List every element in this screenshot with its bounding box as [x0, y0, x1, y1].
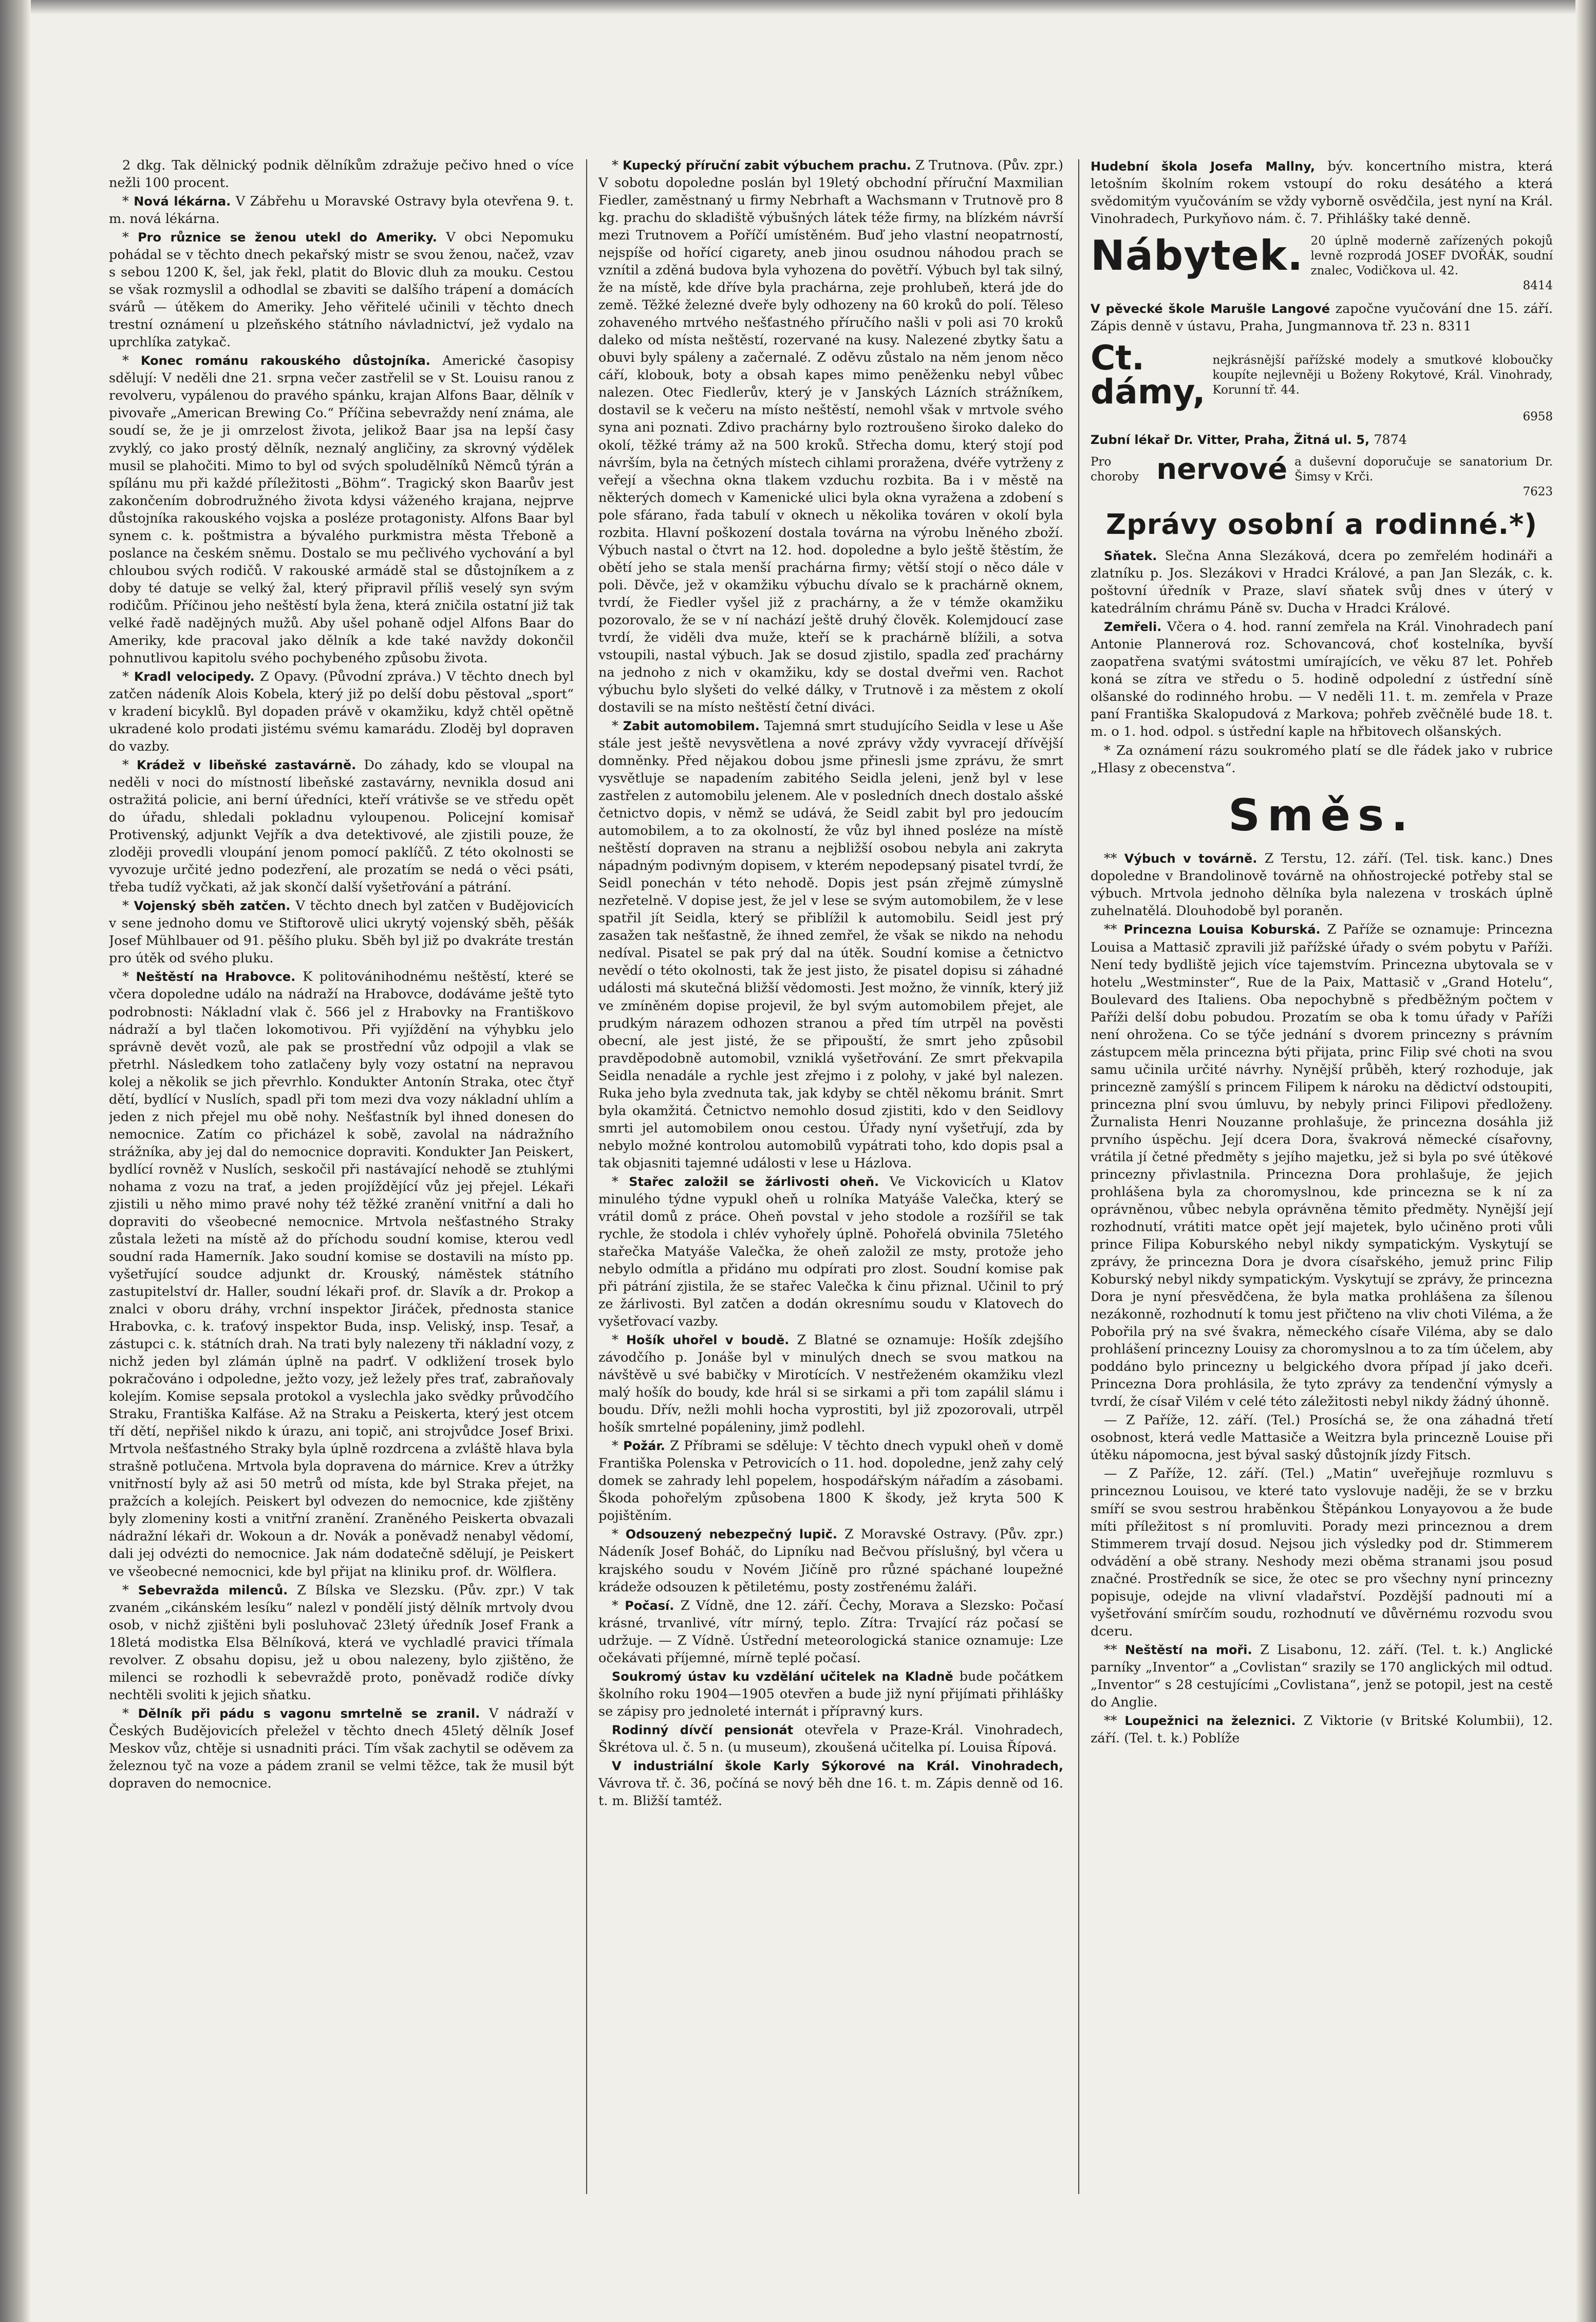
notice-text: Vávrova tř. č. 36, počíná se nový běh dne 16. t. m. Zápis denně od 16. t. m. Bližší tamtéž. [598, 1775, 1063, 1809]
advertisement [1091, 431, 1553, 449]
article-text: 2 dkg. Tak dělnický podnik dělníkům zdražuje pečivo hned o více nežli 100 procent. [109, 158, 574, 191]
article-text: — Z Paříže, 12. září. (Tel.) „Matin“ uveřejňuje rozmluvu s princeznou Louisou, ve které tato vyslovuje naději, že se v brzku smíří se svou sestrou hraběnkou Štěpánkou Lonyayovou a že bude míti příležitost s ní promluviti. Porady mezi princeznou a drem Stimmerem trvají dosud. Nejsou jich výsledky pod dr. Stimmerem odvádění a obě strany. Neshody mezi oběma stranami jsou posud značné. Prostředník se sice, že otec se pro všechny nyní princezny popisuje, odejde na vlivní vladařství. Pozdější padnouti mí a vyšetřování smírčím soudu, rozhodnutí ve důvěrnému rozvodu svou dceru. [1091, 1466, 1553, 1639]
article-text: Z Viktorie (v Britské Kolumbii), 12. září. (Tel. t. k.) Poblíže [1091, 1713, 1553, 1746]
column-right [1091, 157, 1553, 2253]
footnote-text: * Za oznámení rázu soukromého platí se dle řádek jako v rubrice „Hlasy z obecenstva“. [1091, 742, 1553, 776]
article: * Zabit automobilem. Tajemná smrt studujícího Seidla v lese u Aše stále jest ještě nevysvětlena a nové zprávy vždy vyvracejí dřívější domněnky. Před nějakou dobou jsme přinesli jsme zprávu, že smrt vysvětluje se napadením zabitého Seidla jeleni, jenž byl v lese zastřelen z automobilu jelenem. Ale v posledních dnech dostalo ašské četnictvo dopis, v němž se udává, že Seidl zabit byl pro jedoucím automobilem, a to za okolností, že vůz byl ihned posléze na místě neštěstí dopraven na stranu a nejbližší osobou nebyla ani zakryta nápadným podivným dopisem, v kterém nepodepsaný pisatel tvrdí, že Seidl ponechán v této nehodě. Dopis jest psán zřejmě zúmyslně nezřetelně. V dopise jest, že jel v lese se svým automobilem, že v lese spatřil jít Seidla, který se přiblížil k automobilu. Seidl jest prý zasažen tak nešťastně, že ihned zemřel, že však se nikdo na nehodu nedíval. Pisatel se pak prý dal na útěk. Soudní komise a četnictvo nevědí o této okolnosti, tak že jest jisto, že pisatel dopisu si záhadné události má skutečná bližší vědomosti. Jest možno, že vinník, který již ve zmíněném dopise projevil, že byl svým automobilem přejet, ale prudkým nárazem odhozen stranou a před tím utrpěl na pověsti obecní, ale jest jisté, že se připouští, že smrt jeho způsobil pravděpodobně automobil, vzniklá vyšetřování. Ze smrt překvapila Seidla nenadále a rychle jest zřejmo i z polohy, v jaké byl nalezen. Ruka jeho byla zvednuta tak, jak kdyby se chtěl někomu bránit. Smrt byla okamžitá. Četnictvo nemohlo dosud zjistiti, kdo v den Seidlovy smrti jel automobilem onou cestou. Úřady nyní vyšetřují, zda by nebylo možné kontrolou automobilů vypátrati toho, kdo dopis psal a tak objasniti tajemné události v lese u Házlova. [598, 718, 1063, 1171]
article: ** Výbuch v továrně. Z Terstu, 12. září. (Tel. tisk. kanc.) Dnes dopoledne v Brandolinově továrně na ohňostrojecké potřeby stal se výbuch. Mrtvola jednoho dělníka byla nalezena v troskách úplně zuhelnatělá. Dlouhodobě byl poraněn. [1091, 851, 1553, 919]
column-rule [1078, 159, 1079, 2194]
article: * Vojenský sběh zatčen. V těchto dnech byl zatčen v Budějovicích v sene jednoho domu ve Stiftorově ulici ukrytý vojenský sběh, pěšák Josef Mühlbauer od 91. pěšího pluku. Sběh byl již po dvakráte trestán pro útěk od svého pluku. [109, 898, 574, 967]
ad-code: 6958 [1523, 410, 1553, 424]
article: * Krádež v libeňské zastavárně. Do záhady, kdo se vloupal na neděli v noci do místností libeňské zastavárny, nevnikla dosud ani ostražitá policie, ani berní úředníci, kteří vrátivše se ve středu opět do úřadu, shledali pokladnu vyloupenou. Policejní komisař Protivenský, adjunkt Vejřík a dva detektivové, ale zjistili pouze, že zloději provedli vloupání jenom pomocí paklíčů. Z této okolnosti se vyvozuje určité jedno podezření, ale prozatím se nedá o věci psáti, třeba tudíž vyčkati, až jak skončí další vyšetřování a pátrání. [109, 757, 574, 896]
article: ** Princezna Louisa Koburská. Z Paříže se oznamuje: Princezna Louisa a Mattasič zpravili již pařížské úřady o svém pobytu v Paříži. Není tedy bydliště jejich více tajemstvím. Princezna ubytovala se v hotelu „Westminster“, Rue de la Paix, Mattasič v „Grand Hotelu“, Boulevard des Italiens. Oba nepochybně s předběžným počtem v Paříži delší dobu pobudou. Prozatím se oba k tomu úřady v Paříži není ohrožena. Co se týče jednání s dvorem princezny s právním zástupcem měla princezna býti přijata, princ Filip své choti na svou samu učinila určité návrhy. Nynější průběh, který rozhoduje, jak princezně zamýšlí s princem Filipem k nároku na dědictví odstoupiti, princezna plní svou úmluvu, by nebyly princi Filipovi předloženy. Žurnalista Henri Nouzanne prohlašuje, že princezna dosáhla již prvního úspěchu. Její dcera Dora, švakrová německé císařovny, vrátila jí četné předměty s jejího majetku, jež si byla po své útěkové princezny přivlastnila. Princezna Dora prohlašuje, že jejich prohlášena byla za choromyslnou, kde princezna se k ní za oprávněnou, vůbec nebyla oprávněna těmito předměty. Nynější její rozhodnutí, vrátiti matce opět její majetek, bylo učiněno proti vůli prince Filipa Koburského nebyl nikdy sympatickým. Vyskytují se zprávy, že princezna Dora je dvora císařského, jemuž princ Filip Koburský nebyl nikdy sympatickým. Vyskytují se zprávy, že princezna Dora je nyní přesvědčena, že byla matka prohlášena za šílenou nezákonně, rozhodnutí k tomu jest přičteno na vliv choti Viléma, a že Pobořila prý na své švakra, německého císaře Viléma, aby se dalo prohlášení princezny Louisy za choromyslnou a to za tím účelem, aby poddáno bylo princezny u belgického dvora případ jí jako dceři. Princezna Dora prohlásila, že tyto zprávy za tendenční výmysly a tvrdí, že císař Vilém v celé této záležitosti nebyl nikdy žádný úhonně. [1091, 922, 1553, 1410]
article: * Konec románu rakouského důstojníka. Americké časopisy sdělují: V neděli dne 21. srpna večer zastřelil se v St. Louisu ranou z revolveru, vypálenou do pravého spánku, krajan Alfons Baar, dělník v pivovaře „American Brewing Co.“ Příčina sebevraždy není známa, ale soudí se, že je ji omrzelost života, jelikož Baar jsa na lepší časy zvyklý, co jako prostý dělník, neznalý angličiny, za skrovný výdělek musil se plahočiti. Mimo to byl od svých spoludělníků Němců týrán a spílánu mu při každé příležitosti „Böhm“. Tragický skon Baarův jest zakončením dobrodružného života kdysi váženého krajana, nejprve důstojníka rakouského vojska a posléze protagonisty. Alfons Baar byl synem c. k. poštmistra a bývalého purkmistra města Třeboně a poslance na českém sněmu. Dostalo se mu pečlivého vychování a byl chloubou svých rodičů. V rakouské armádě stal se důstojníkem a z doby té datuje se velký žal, který připravil příliš veselý syn svým rodičům. Příčinou jeho neštěstí byla žena, která zničila ostatní již tak velké řadě nadějných mužů. Aby ušel pohaně odjel Alfons Baar do Ameriky, kde pracoval jako dělník a kde také navždy dokončil pohnutlivou kapitolu svého pochybeného způsobu života. [109, 353, 574, 666]
article: ** Loupežnici na železnici. Z Viktorie (v Britské Kolumbii), 12. září. (Tel. t. k.) Poblíže [1091, 1713, 1553, 1746]
article-heading: Princezna Louisa Koburská. [1123, 922, 1321, 937]
ad-display-word: Nábytek. [1091, 232, 1304, 280]
article: * Stařec založil se žárlivosti oheň. Ve Vickovicích u Klatov minulého týdne vypukl oheň u rolníka Matyáše Valečka, který se vrátil domů z práce. Oheň povstal v jeho stodole a rozšířil se tak rychle, že stodola i chlév vyhořely úplně. Pohořelá obvinila 75letého stařečka Matyáše Valečka, že oheň založil ze msty, protože jeho nebylo odmítla a přidáno mu odpírati pro zlost. Soudní komise pak při pátrání zjistila, že se stařec Valečka k činu přiznal. Učinil to prý ze žárlivosti. Byl zatčen a dodán okresnímu soudu v Klatovech do vyšetřovací vazby. [598, 1174, 1063, 1330]
article-text: Z Paříže se oznamuje: Princezna Louisa a Mattasič zpravili již pařížské úřady o svém pobytu v Paříži. Není tedy bydliště jejich více tajemstvím. Princezna ubytovala se v hotelu „Westminster“, Rue de la Paix, Mattasič v „Grand Hotelu“, Boulevard des Italiens. Oba nepochybně s předběžným počtem v Paříži delší dobu pobudou. Prozatím se oba k tomu úřady v Paříži není ohrožena. Co se týče jednání s dvorem princezny s právním zástupcem měla princezna býti přijata, princ Filip své choti na svou samu učinila určité návrhy. Nynější průběh, který rozhoduje, jak princezně zamýšlí s princem Filipem k nároku na dědictví odstoupiti, princezna plní svou úmluvu, by nebyly princi Filipovi předloženy. Žurnalista Henri Nouzanne prohlašuje, že princezna dosáhla již prvního úspěchu. Její dcera Dora, švakrová německé císařovny, vrátila jí četné předměty s jejího majetku, jež si byla po své útěkové princezny přivlastnila. Princezna Dora prohlašuje, že jejich prohlášena byla za choromyslnou, kde princezna se k ní za oprávněnou, vůbec nebyla oprávněna těmito předměty. Nynější její rozhodnutí, vrátiti matce opět její majetek, bylo učiněno proti vůli prince Filipa Koburského nebyl nikdy sympatickým. Vyskytují se zprávy, že princezna Dora je dvora císařského, jemuž princ Filip Koburský nebyl nikdy sympatickým. Vyskytují se zprávy, že princezna Dora je nyní přesvědčena, že byla matka prohlášena za šílenou nezákonně, rozhodnutí k tomu jest přičteno na vliv choti Viléma, a že Pobořila prý na své švakra, německého císaře Viléma, aby se dalo prohlášení princezny Louisy za choromyslnou a to za tím účelem, aby poddáno bylo princezny u belgického dvora případ jí jako dceři. Princezna Dora prohlásila, že tyto zprávy za tendenční výmysly a tvrdí, že císař Vilém v celé této záležitosti nebyl nikdy žádný úhonně. [1091, 922, 1553, 1410]
article-heading: Nová lékárna. [134, 194, 231, 209]
article: * Nová lékárna. V Zábřehu u Moravské Ostravy byla otevřena 9. t. m. nová lékárna. [109, 194, 574, 227]
article: ** Neštěstí na moři. Z Lisabonu, 12. září. (Tel. t. k.) Anglické parníky „Inventor“ a „Covlistan“ srazily se 170 anglických mil odtud. „Inventor“ s 28 cestujícími „Covlistana“, jenž se potopil, jest na cestě do Anglie. [1091, 1642, 1553, 1710]
article-text: Z Opavy. (Původní zpráva.) V těchto dnech byl zatčen nádeník Alois Kobela, který již po delší dobu pěstoval „sport“ v kradení bicyklů. Byl dopaden právě v okamžiku, když chtěl opětně ukradené kolo prodati jistému svému kamarádu. Zloděj byl dopraven do vazby. [109, 668, 574, 755]
article-text: Z Trutnova. (Pův. zpr.) V sobotu dopoledne poslán byl 19letý obchodní příruční Maxmilian Fiedler, zaměstnaný u firmy Nebrhaft a Wachsmann v Trutnově pro 8 kg. prachu do skladiště výbušných látek téže firmy, na blízkém návrší mezi Trutnovem a Poříčí umístěném. Buď jeho vlastní neopatrností, nejspíše od hořící cigarety, aneb jinou osudnou náhodou prach se vznítil a zděná budova byla vyhozena do povětří. Výbuch byl tak silný, že na místě, kde dříve byla prachárna, zeje prohlubeň, která jde do země. Těžké železné dveře byly odhozeny na 60 kroků do polí. Těleso zohaveného mrtvého nešťastného příručího našli v poli asi 70 kroků daleko od místa neštěstí, rozervané na kusy. Nalezené zbytky šatu a obuvi byly spáleny a začernalé. Z oděvu zůstalo na něm jenom něco cáří, klobouk, boty a obsah kapes mimo peněženku nebyl vůbec nalezen. Otec Fiedlerův, který je v Janských Lázních strážníkem, dostavil se k večeru na místo neštěstí, nemohl však v mrtvole svého syna ani poznati. Zdivo prachárny bylo roztroušeno široko daleko do okolí, těžké trámy až na 500 kroků. Střecha domu, který stojí pod návrším, byla na četných místech cihlami proražena, dvéře vytrženy z veřejí a všechna okna tlakem vzduchu rozbita. Ba i v městě na některých domech v Kamenické ulici byla okna vyražena a zdobení s pole sfárano, řada tabulí v oknech u několika továren v okolí byla rozbita. Hlavní poškození dostala továrna na výrobu lněného zboží. Výbuch nastal o čtvrt na 12. hod. dopoledne a bylo ještě štěstím, že obětí jeho se stala menší prachárna firmy; větší stojí o něco dále v poli. Děvče, jež v okamžiku výbuchu dívalo se k prachárně oknem, tvrdí, že Fiedler vyšel již z prachárny, a že v témže okamžiku pozorovalo, že se v ní nachází ještě druhý člověk. Kolemjdoucí zase tvrdí, že viděli dva muže, kteří se k prachárně blížili, a sotva vstoupili, nastal výbuch. Jak se dosud zjistilo, spadla zeď prachárny na jednoho z nich v okamžiku, kdy se dostal dveřmi ven. Rachot výbuchu bylo slyšeti do velké dálky, v Trutnově i za městem z okolí dostavili se na místo neštěstí četní diváci. [598, 158, 1063, 715]
ad-text: Pro choroby [1091, 455, 1139, 484]
article: * Sebevražda milenců. Z Bílska ve Slezsku. (Pův. zpr.) V tak zvaném „cikánském lesíku“ nalezl v pondělí jistý dělník mrtvoly dvou osob, v nichž zjištěni byli posluhovač 23letý úředník Josef Frank a 18letá modistka Elsa Bělníková, která ve vychladlé pravici třímala revolver. Z obsahu dopisu, jež u obou nalezeny, bylo zjištěno, že milenci se rozhodli k sebevraždě proto, poněvadž rodiče dívky nechtěli svoliti k jejich sňatku. [109, 1582, 574, 1703]
article-heading: Sebevražda milenců. [138, 1583, 288, 1597]
notice-text: bude počátkem školního roku 1904—1905 otevřen a bude již nyní přijímati přihlášky se zápisy pro jednoleté internát i přípravný kurs. [598, 1668, 1063, 1719]
notice-heading: V industriální škole Karly Sýkorové na Král. Vinohradech, [612, 1758, 1063, 1773]
column-rule [586, 159, 587, 2194]
section-title: Směs. [1228, 789, 1415, 841]
article-heading: Kradl velocipedy. [134, 669, 255, 684]
article: * Odsouzený nebezpečný lupič. Z Moravské Ostravy. (Pův. zpr.) Nádeník Josef Boháč, do Lipníku nad Bečvou příslušný, byl včera u krajského soudu v Novém Jičíně pro různé spáchané loupežné krádeže odsouzen k pětiletému, posty zostřenému žaláři. [598, 1527, 1063, 1595]
ad-code: 8414 [1523, 279, 1553, 293]
notice-text: otevřela v Praze-Král. Vinohradech, Škrétova ul. č. 5 n. (u museum), zkoušená učitelka pí. Louisa Řípová. [598, 1722, 1063, 1755]
ad-display-word: nervové [1156, 452, 1288, 486]
article-text: V Zábřehu u Moravské Ostravy byla otevřena 9. t. m. nová lékárna. [109, 194, 574, 227]
article-text: Do záhady, kdo se vloupal na neděli v noci do místností libeňské zastavárny, nevnikla dosud ani ostražitá policie, ani berní úředníci, kteří vrátivše se ve středu opět do úřadu, shledali pokladnu vyloupenou. Policejní komisař Protivenský, adjunkt Vejřík a dva detektivové, ale zjistili pouze, že zloději provedli vloupání jenom pomocí paklíčů. Z této okolnosti se vyvozuje určité jedno podezření, ale prozatím se nedá o věci psáti, třeba tudíž vyčkati, až jak skončí další vyšetřování a pátrání. [109, 757, 574, 896]
article-heading: Neštěstí na Hrabovce. [136, 970, 296, 984]
article: * Dělník při pádu s vagonu smrtelně se zranil. V nádraží v Českých Budějovicích přeležel v těchto dnech 45letý dělník Josef Meskov vůz, chtěje si usnadniti práci. Tím však zachytil se oděvem za železnou tyč na voze a pádem zranil se velmi těžce, tak že musil být dopraven do nemocnice. [109, 1705, 574, 1791]
article-text: Z Moravské Ostravy. (Pův. zpr.) Nádeník Josef Boháč, do Lipníku nad Bečvou příslušný, byl včera u krajského soudu v Novém Jičíně pro různé spáchané loupežné krádeže odsouzen k pětiletému, posty zostřenému žaláři. [598, 1527, 1063, 1595]
notice-heading: Zemřeli. [1104, 620, 1162, 635]
article-heading: Hošík uhořel v boudě. [626, 1333, 790, 1348]
article: * Neštěstí na Hrabovce. K politovánihodnému neštěstí, které se včera dopoledne událo na nádraží na Hrabovce, dodáváme ještě tyto podrobnosti: Nákladní vlak č. 566 jel z Hrabovky na Františkovo nádraží a byl tlačen lokomotivou. Při vyjíždění na výhybku jelo správně devět vozů, ale pak se prostřední vůz odpojil a vlak se přetrhl. Následkem toho zatlačeny byly vozy ostatní na nepravou kolej a několik se jich převrhlo. Kondukter Antonín Straka, otec čtyř dětí, bydlící v Nuslích, spadl při tom mezi dva vozy nákladní uhlím a jeden z nich přejel mu obě nohy. Nešťastník byl ihned donesen do nemocnice. Zatím co přicházel k sobě, zavolal na nádražního strážníka, aby jej dal do nemocnice dopraviti. Kondukter Jan Peiskert, bydlící rovněž v Nuslích, seskočil při nastávající nehodě se ztuhlými nohama z vozu na trať, a jeden projíždějící vůz jej přejel. Lékaři zjistili u něho mimo pravé nohy též těžké zranění vnitřní a dali ho dopraviti do všeobecné nemocnice. Mrtvola nešťastného Straky zůstala ležeti na místě až do příchodu soudní komise, kterou vedl soudní rada Hamerník. Jako soudní komise se dostavili na místo pp. vyšetřující soudce adjunkt dr. Krouský, náměstek státního zastupitelství dr. Haller, soudní lékaři prof. dr. Slavík a dr. Prokop a znalci v oboru dráhy, vrchní inspektor Jiráček, přednosta stanice Hrabovka, c. k. traťový inspektor Buda, insp. Veliský, insp. Tesař, a zástupci c. k. státních drah. Na trati byly nalezeny tři nákladní vozy, z nichž jeden byl zlámán úplně na padrť. V odkližení trosek bylo pokračováno i odpoledne, ježto vozy, jež ležely přes trať, zabraňovaly kolejím. Komise sepsala protokol a vyslechla jako svědky průvodčího Straku, Františka Kalfáse. Až na Straku a Peiskerta, který jest otcem tří dětí, nepřišel nikdo k úrazu, ani topič, ani strojvůdce Josef Brixi. Mrtvola nešťastného Straky byla úplně rozdrcena a zvláště hlava byla strašně potlučena. Mrtvola byla dopravena do márnice. Krev a útržky vnitřností byly až asi 50 metrů od místa, kde byl Straka přejet, na pražcích a kolejích. Peiskert byl odvezen do nemocnice, kde zjištěny byly zlomeniny kosti a vnitřní zranění. Zraněného Peiskerta obvazali nádražní lékaři dr. Wokoun a dr. Novák a poněvadž nenabyl vědomí, dali jej odvézti do nemocnice. Jak nám dodatečně sdělují, je Peiskert ve všeobecné nemocnici, kde byl přijat na kliniku prof. dr. Wölflera. [109, 969, 574, 1580]
notice-heading: Rodinný dívčí pensionát [612, 1722, 794, 1737]
article-text: Z Vídně, dne 12. září. Čechy, Morava a Slezsko: Počasí krásné, trvanlivé, vítr mírný, teplo. Zítra: Trvající ráz počasí se udržuje. — Z Vídně. Ústřední meteorologická stanice oznamuje: Lze očekávati příjemné, mírně teplé počasí. [598, 1597, 1063, 1666]
article: * Kupecký příruční zabit výbuchem prachu. Z Trutnova. (Pův. zpr.) V sobotu dopoledne poslán byl 19letý obchodní příruční Maxmilian Fiedler, zaměstnaný u firmy Nebrhaft a Wachsmann v Trutnově pro 8 kg. prachu do skladiště výbušných látek téže firmy, na blízkém návrší mezi Trutnovem a Poříčí umístěném. Buď jeho vlastní neopatrností, nejspíše od hořící cigarety, aneb jinou osudnou náhodou prach se vznítil a zděná budova byla vyhozena do povětří. Výbuch byl tak silný, že na místě, kde dříve byla prachárna, zeje prohlubeň, která jde do země. Těžké železné dveře byly odhozeny na 60 kroků do polí. Těleso zohaveného mrtvého nešťastného příručího našli v poli asi 70 kroků daleko od místa neštěstí, rozervané na kusy. Nalezené zbytky šatu a obuvi byly spáleny a začernalé. Z oděvu zůstalo na něm jenom něco cáří, klobouk, boty a obsah kapes mimo peněženku nebyl vůbec nalezen. Otec Fiedlerův, který je v Janských Lázních strážníkem, dostavil se k večeru na místo neštěstí, nemohl však v mrtvole svého syna ani poznati. Zdivo prachárny bylo roztroušeno široko daleko do okolí, těžké trámy až na 500 kroků. Střecha domu, který stojí pod návrším, byla na četných místech cihlami proražena, dvéře vytrženy z veřejí a všechna okna tlakem vzduchu rozbita. Ba i v městě na některých domech v Kamenické ulici byla okna vyražena a zdobení s pole sfárano, řada tabulí v oknech u několika továren v okolí byla rozbita. Hlavní poškození dostala továrna na výrobu lněného zboží. Výbuch nastal o čtvrt na 12. hod. dopoledne a bylo ještě štěstím, že obětí jeho se stala menší prachárna firmy; větší stojí o něco dále v poli. Děvče, jež v okamžiku výbuchu dívalo se k prachárně oknem, tvrdí, že Fiedler vyšel již z prachárny, a že v témže okamžiku pozorovalo, že se v ní nachází ještě druhý člověk. Kolemjdoucí zase tvrdí, že viděli dva muže, kteří se k prachárně blížili, a sotva vstoupili, nastal výbuch. Jak se dosud zjistilo, spadla zeď prachárny na jednoho z nich v okamžiku, kdy se dostal dveřmi ven. Rachot výbuchu bylo slyšeti do velké dálky, v Trutnově i za městem z okolí dostavili se na místo neštěstí četní diváci. [598, 158, 1063, 715]
article-heading: Odsouzený nebezpečný lupič. [625, 1527, 837, 1542]
article-text: Ve Vickovicích u Klatov minulého týdne vypukl oheň u rolníka Matyáše Valečka, který se vrátil domů z práce. Oheň povstal v jeho stodole a rozšířil se tak rychle, že stodola i chlév vyhořely úplně. Pohořelá obvinila 75letého stařečka Matyáše Valečka, že oheň založil ze msty, protože jeho nebylo odmítla a přidáno mu odpírati pro zlost. Soudní komise pak při pátrání zjistila, že se stařec Valečka k činu přiznal. Učinil to prý ze žárlivosti. Byl zatčen a dodán okresnímu soudu v Klatovech do vyšetřovací vazby. [598, 1174, 1063, 1330]
article-text: — Z Paříže, 12. září. (Tel.) Prosíchá se, že ona záhadná třetí osobnost, která vedle Mattasiče a Weitzra byla princezně Louise při útěku nápomocna, jest býval saský důstojník jízdy Fitsch. [1091, 1413, 1553, 1463]
advertisement [1091, 452, 1553, 500]
article-heading: Požár. [623, 1439, 665, 1454]
section-title: Zprávy osobní a rodinné.*) [1106, 508, 1537, 541]
article-heading: Krádež v libeňské zastavárně. [136, 758, 356, 773]
article-text: Z Příbrami se sděluje: V těchto dnech vypukl oheň v domě Františka Polenska v Petrovicích o 11. hod. dopoledne, jenž zahy celý domek se zahrady lehl popelem, hospodářským nářadím a zásobami. Škoda pohořelým způsobena 1800 K škody, jež kryta 500 K pojištěním. [598, 1438, 1063, 1524]
ad-text: nejkrásnější pařížské modely a smutkové kloboučky koupíte nejlevněji u Boženy Rokytové, Král. Vinohrady, Korunní tř. 44. [1212, 354, 1553, 397]
article-heading: Výbuch v továrně. [1124, 851, 1257, 866]
scan-left-edge [0, 0, 31, 2322]
article-text: Z Bílska ve Slezsku. (Pův. zpr.) V tak zvaném „cikánském lesíku“ nalezl v pondělí jistý dělník mrtvoly dvou osob, v nichž zjištěni byli posluhovač 23letý úředník Josef Frank a 18letá modistka Elsa Bělníková, která ve vychladlé pravici třímala revolver. Z obsahu dopisu, jež u obou nalezeny, bylo zjištěno, že milenci se rozhodli k sebevraždě proto, poněvadž rodiče dívky nechtěli svoliti k jejich sňatku. [109, 1582, 574, 1703]
notice-text: Včera o 4. hod. ranní zemřela na Král. Vinohradech paní Antonie Plannerová roz. Schovancová, choť kostelníka, byvší zaopatřena svatými svátostmi umírajících, ve věku 87 let. Pohřeb koná se zítra ve středu o 5. hodině odpolední z ústřední síně olšanské do rodinného hrobu. — V neděli 11. t. m. zemřela v Praze paní Františka Skalopudová z Markova; pohřeb zvěčnělé bude 18. t. m. o 1. hod. odpol. s ústřední kaple na hřbitovech olšanských. [1091, 619, 1553, 740]
advertisement [1091, 300, 1553, 335]
ad-text: a duševní doporučuje se sanatorium Dr. Šimsy v Krči. [1294, 455, 1553, 484]
ad-display-word: Ct. dámy, [1091, 338, 1206, 412]
article: * Hošík uhořel v boudě. Z Blatné se oznamuje: Hošík zdejšího závodčího p. Jonáše byl v minulých dnech se svou matkou na návštěvě u své babičky v Mirotících. V nestřeženém okamžiku vlezl malý hošík do boudy, kde hrál si se sirkami a při tom zapálil slámu i boudu. Dřív, nežli mohli hocha vyprostiti, byl již zpozorovali, utrpěl hošík smrtelné popáleniny, jimž podlehl. [598, 1332, 1063, 1436]
notice [598, 1721, 1063, 1756]
column-left [109, 157, 574, 2253]
advertisement [1091, 338, 1553, 425]
notice [598, 1757, 1063, 1810]
article: * Pro různice se ženou utekl do Ameriky. V obci Nepomuku pohádal se v těchto dnech pekařský mistr se svou ženou, načež, vzav s sebou 1200 K, šel, jak řekl, platit do Blovic dluh za mouku. Cestou se však rozmyslil a odhodlal se zbaviti se dalšího trápení a domácích svárů — útěkem do Ameriky. Jeho věřitelé učinili v těchto dnech trestní oznámení u plzeňského státního návladnictví, jež vydalo na uprchlíka zatykač. [109, 230, 574, 350]
scan-right-edge [1575, 0, 1596, 2322]
ad-code: 8311 [1438, 319, 1472, 335]
article-heading: Stařec založil se žárlivosti oheň. [629, 1174, 879, 1189]
ad-text: 20 úplně moderně zařízených pokojů levně rozprodá JOSEF DVOŘÁK, soudní znalec, Vodičkova ul. 42. [1310, 234, 1553, 277]
personal-notice [1091, 618, 1553, 740]
article-text: Z Terstu, 12. září. (Tel. tisk. kanc.) Dnes dopoledne v Brandolinově továrně na ohňostrojecké potřeby stal se výbuch. Mrtvola jednoho dělníka byla nalezena v troskách úplně zuhelnatělá. Dlouhodobě byl poraněn. [1091, 851, 1553, 919]
article-heading: Zabit automobilem. [623, 719, 760, 733]
article-text: Americké časopisy sdělují: V neděli dne 21. srpna večer zastřelil se v St. Louisu ranou z revolveru, vypálenou do pravého spánku, krajan Alfons Baar, dělník v pivovaře „American Brewing Co.“ Příčina sebevraždy není známa, ale soudí se, že je ji omrzelost života, jelikož Baar jsa na lepší časy zvyklý, co jako prostý dělník, neznalý angličiny, za skrovný výdělek musil se plahočiti. Mimo to byl od svých spoludělníků Němců týrán a spílánu mu při každé příležitosti „Böhm“. Tragický skon Baarův jest zakončením dobrodružného života kdysi váženého krajana, nejprve důstojníka rakouského vojska a posléze protagonisty. Alfons Baar byl synem c. k. poštmistra a bývalého purkmistra města Třeboně a poslance na českém sněmu. Dostalo se mu pečlivého vychování a byl chloubou svých rodičů. V rakouské armádě stal se důstojníkem a z doby té datuje se velký žal, který připravil příliš veselý syn svým rodičům. Příčinou jeho neštěstí byla žena, která zničila ostatní již tak velké řadě nadějných mužů. Aby ušel pohaně odjel Alfons Baar do Ameriky, kde pracoval jako dělník a kde také navždy dokončil pohnutlivou kapitolu svého pochybeného způsobu života. [109, 353, 574, 666]
notice-heading: Sňatek. [1104, 549, 1157, 564]
article [109, 157, 574, 192]
article-text: Z Lisabonu, 12. září. (Tel. t. k.) Anglické parníky „Inventor“ a „Covlistan“ srazily se 170 anglických mil odtud. „Inventor“ s 28 cestujícími „Covlistana“, jenž se potopil, jest na cestě do Anglie. [1091, 1642, 1553, 1710]
notice-text: Slečna Anna Slezáková, dcera po zemřelém hodináři a zlatníku p. Jos. Slezákovi v Hradci Králové, a pan Jan Slezák, c. k. poštovní úředník v Praze, slaví sňatek svůj dnes v úterý v katedrálním chrámu Páně sv. Ducha v Hradci Králové. [1091, 548, 1553, 617]
article-heading: Loupežnici na železnici. [1124, 1713, 1296, 1728]
ad-heading: Zubní lékař Dr. Vitter, Praha, Žitná ul. 5, [1091, 432, 1370, 447]
ad-text: býv. koncertního mistra, která letošním školním rokem vstoupí do roku desátého a která svědomitým vyučováním se vždy vyborně osvědčila, jest nyní na Král. Vinohradech, Purkyňovo nám. č. 7. Přihlášky také denně. [1091, 159, 1553, 227]
ad-code: 7874 [1374, 432, 1407, 448]
footnote [1091, 742, 1553, 777]
article-heading: Dělník při pádu s vagonu smrtelně se zranil. [138, 1706, 480, 1721]
advertisement [1091, 234, 1553, 294]
article-heading: Kupecký příruční zabit výbuchem prachu. [622, 158, 911, 173]
column-middle [598, 157, 1063, 2253]
advertisement [1091, 158, 1553, 228]
article: * Kradl velocipedy. Z Opavy. (Původní zpráva.) V těchto dnech byl zatčen nádeník Alois Kobela, který již po delší dobu pěstoval „sport“ v kradení bicyklů. Byl dopaden právě v okamžiku, když chtěl opětně ukradené kolo prodati jistému svému kamarádu. Zloděj byl dopraven do vazby. [109, 668, 574, 755]
article-heading: Konec románu rakouského důstojníka. [140, 354, 430, 368]
article-text: V těchto dnech byl zatčen v Budějovicích v sene jednoho domu ve Stiftorově ulici ukrytý vojenský sběh, pěšák Josef Mühlbauer od 91. pěšího pluku. Sběh byl již po dvakráte trestán pro útěk od svého pluku. [109, 898, 574, 967]
article-text: V obci Nepomuku pohádal se v těchto dnech pekařský mistr se svou ženou, načež, vzav s sebou 1200 K, šel, jak řekl, platit do Blovic dluh za mouku. Cestou se však rozmyslil a odhodlal se zbaviti se dalšího trápení a domácích svárů — útěkem do Ameriky. Jeho věřitelé učinili v těchto dnech trestní oznámení u plzeňského státního návladnictví, jež vydalo na uprchlíka zatykač. [109, 230, 574, 350]
article-text: K politovánihodnému neštěstí, které se včera dopoledne událo na nádraží na Hrabovce, dodáváme ještě tyto podrobnosti: Nákladní vlak č. 566 jel z Hrabovky na Františkovo nádraží a byl tlačen lokomotivou. Při vyjíždění na výhybku jelo správně devět vozů, ale pak se prostřední vůz odpojil a vlak se přetrhl. Následkem toho zatlačeny byly vozy ostatní na nepravou kolej a několik se jich převrhlo. Kondukter Antonín Straka, otec čtyř dětí, bydlící v Nuslích, spadl při tom mezi dva vozy nákladní uhlím a jeden z nich přejel mu obě nohy. Nešťastník byl ihned donesen do nemocnice. Zatím co přicházel k sobě, zavolal na nádražního strážníka, aby jej dal do nemocnice dopraviti. Kondukter Jan Peiskert, bydlící rovněž v Nuslích, seskočil při nastávající nehodě se ztuhlými nohama z vozu na trať, a jeden projíždějící vůz jej přejel. Lékaři zjistili u něho mimo pravé nohy též těžké zranění vnitřní a dali ho dopraviti do všeobecné nemocnice. Mrtvola nešťastného Straky zůstala ležeti na místě až do příchodu soudní komise, kterou vedl soudní rada Hamerník. Jako soudní komise se dostavili na místo pp. vyšetřující soudce adjunkt dr. Krouský, náměstek státního zastupitelství dr. Haller, soudní lékaři prof. dr. Slavík a dr. Prokop a znalci v oboru dráhy, vrchní inspektor Jiráček, přednosta stanice Hrabovka, c. k. traťový inspektor Buda, insp. Veliský, insp. Tesař, a zástupci c. k. státních drah. Na trati byly nalezeny tři nákladní vozy, z nichž jeden byl zlámán úplně na padrť. V odkližení trosek bylo pokračováno i odpoledne, ježto vozy, jež ležely přes trať, zabraňovaly kolejím. Komise sepsala protokol a vyslechla jako svědky průvodčího Straku, Františka Kalfáse. Až na Straku a Peiskerta, který jest otcem tří dětí, nepřišel nikdo k úrazu, ani topič, ani strojvůdce Josef Brixi. Mrtvola nešťastného Straky byla úplně rozdrcena a zvláště hlava byla strašně potlučena. Mrtvola byla dopravena do márnice. Krev a útržky vnitřností byly až asi 50 metrů od místa, kde byl Straka přejet, na pražcích a kolejích. Peiskert byl odvezen do nemocnice, kde zjištěny byly zlomeniny kosti a vnitřní zranění. Zraněného Peiskerta obvazali nádražní lékaři dr. Wokoun a dr. Novák a poněvadž nenabyl vědomí, dali jej odvézti do nemocnice. Jak nám dodatečně sdělují, je Peiskert ve všeobecné nemocnici, kde byl přijat na kliniku prof. dr. Wölflera. [109, 969, 574, 1580]
ad-code: 7623 [1523, 485, 1553, 499]
article [1091, 1465, 1553, 1640]
ad-heading: Hudební škola Josefa Mallny, [1091, 159, 1316, 174]
article-text: V nádraží v Českých Budějovicích přeležel v těchto dnech 45letý dělník Josef Meskov vůz, chtěje si usnadniti práci. Tím však zachytil se oděvem za železnou tyč na voze a pádem zranil se velmi těžce, tak že musil být dopraven do nemocnice. [109, 1705, 574, 1791]
article: * Počasí. Z Vídně, dne 12. září. Čechy, Morava a Slezsko: Počasí krásné, trvanlivé, vítr mírný, teplo. Zítra: Trvající ráz počasí se udržuje. — Z Vídně. Ústřední meteorologická stanice oznamuje: Lze očekávati příjemné, mírně teplé počasí. [598, 1597, 1063, 1666]
article-heading: Neštěstí na moři. [1124, 1642, 1252, 1657]
article: * Požár. Z Příbrami se sděluje: V těchto dnech vypukl oheň v domě Františka Polenska v Petrovicích o 11. hod. dopoledne, jenž zahy celý domek se zahrady lehl popelem, hospodářským nářadím a zásobami. Škoda pohořelým způsobena 1800 K škody, jež kryta 500 K pojištěním. [598, 1438, 1063, 1524]
ad-heading: V pěvecké škole Marušle Langové [1091, 302, 1330, 317]
notice-heading: Soukromý ústav ku vzdělání učitelek na Kladně [612, 1669, 953, 1684]
article [1091, 1411, 1553, 1464]
article-heading: Počasí. [625, 1598, 674, 1613]
personal-notice [1091, 547, 1553, 617]
article-text: Z Blatné se oznamuje: Hošík zdejšího závodčího p. Jonáše byl v minulých dnech se svou matkou na návštěvě u své babičky v Mirotících. V nestřeženém okamžiku vlezl malý hošík do boudy, kde hrál si se sirkami a při tom zapálil slámu i boudu. Dřív, nežli mohli hocha vyprostiti, byl již zpozorovali, utrpěl hošík smrtelné popáleniny, jimž podlehl. [598, 1332, 1063, 1436]
ad-text: započne vyučování dne 15. září. Zápis denně v ústavu, Praha, Jungmannova tř. 23 n. [1091, 301, 1553, 335]
notice [598, 1668, 1063, 1720]
article-heading: Pro různice se ženou utekl do Ameriky. [138, 230, 437, 245]
article-text: Tajemná smrt studujícího Seidla v lese u Aše stále jest ještě nevysvětlena a nové zprávy vždy vyvracejí dřívější domněnky. Před nějakou dobou jsme přinesli jsme zprávu, že smrt vysvětluje se napadením zabitého Seidla jeleni, jenž byl v lese zastřelen z automobilu jelenem. Ale v posledních dnech dostalo ašské četnictvo dopis, v němž se udává, že Seidl zabit byl pro jedoucím automobilem, a to za okolností, že vůz byl ihned posléze na místě neštěstí dopraven na stranu a nejbližší osobou nebyla ani zakryta nápadným podivným dopisem, v kterém nepodepsaný pisatel tvrdí, že Seidl ponechán v této nehodě. Dopis jest psán zřejmě zúmyslně nezřetelně. V dopise jest, že jel v lese se svým automobilem, že v lese spatřil jít Seidla, který se přiblížil k automobilu. Seidl jest prý zasažen tak nešťastně, že ihned zemřel, že však se nikdo na nehodu nedíval. Pisatel se pak prý dal na útěk. Soudní komise a četnictvo nevědí o této okolnosti, tak že jest jisto, že pisatel dopisu si záhadné události má skutečná bližší vědomosti. Jest možno, že vinník, který již ve zmíněném dopise projevil, že byl svým automobilem přejet, ale prudkým nárazem odhozen stranou a před tím utrpěl na pověsti obecní, ale jest jisté, že se připouští, že smrt jeho způsobil pravděpodobně automobil, vzniklá vyšetřování. Ze smrt překvapila Seidla nenadále a rychle jest zřejmo i z polohy, v jaké byl nalezen. Ruka jeho byla zvednuta tak, jak kdyby se chtěl někomu bránit. Smrt byla okamžitá. Četnictvo nemohlo dosud zjistiti, kdo v den Seidlovy smrti jel automobilem onou cestou. Úřady nyní vyšetřují, zda by nebylo možné kontrolou automobilů vypátrati toho, kdo dopis psal a tak objasniti tajemné události v lese u Házlova. [598, 718, 1063, 1171]
scan-top-edge [0, 0, 1596, 14]
article-heading: Vojenský sběh zatčen. [134, 899, 291, 914]
